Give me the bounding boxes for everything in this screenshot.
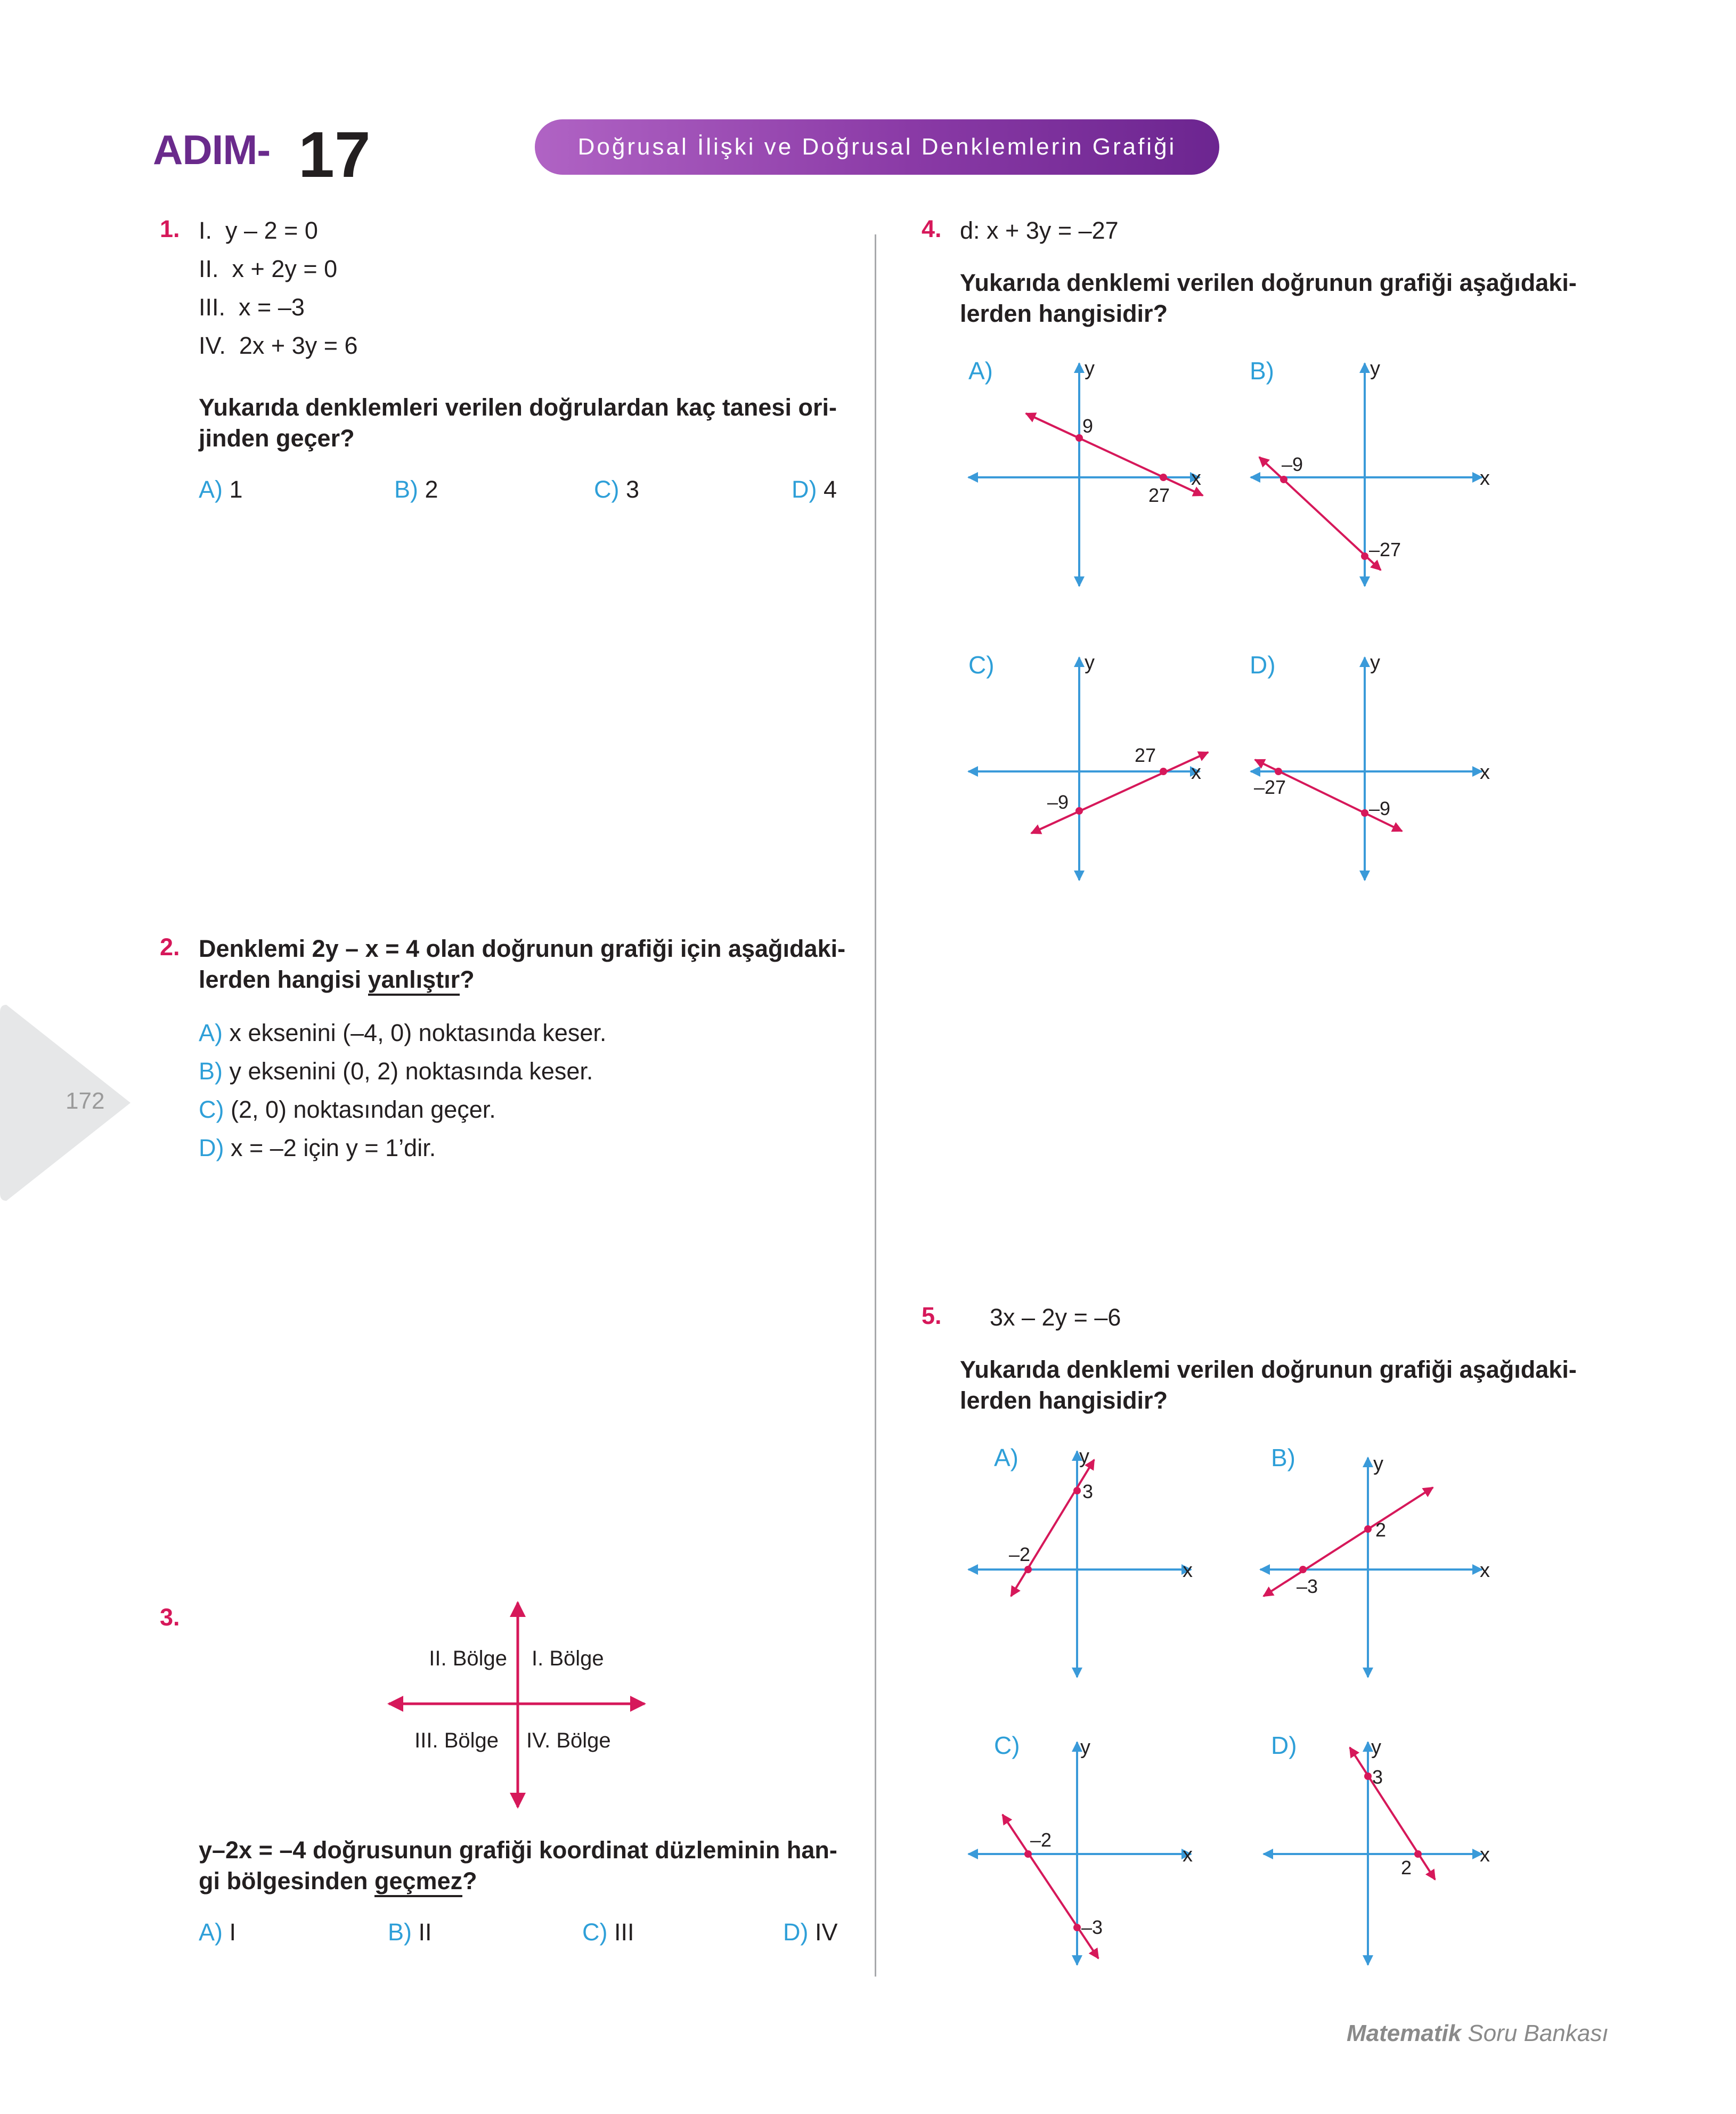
- option-label: A): [199, 1019, 223, 1046]
- x-intercept-label: –2: [1030, 1829, 1052, 1851]
- y-intercept-label: –27: [1369, 539, 1401, 560]
- x-intercept-point: [1160, 474, 1167, 481]
- y-intercept-point: [1364, 1772, 1372, 1780]
- y-intercept-label: –9: [1047, 791, 1069, 813]
- y-intercept-label: 9: [1082, 415, 1094, 437]
- y-axis-label: y: [1080, 1736, 1090, 1759]
- roman-numeral: II.: [199, 255, 219, 282]
- step-label: ADIM-: [153, 126, 271, 173]
- q2-option-d[interactable]: [199, 1133, 436, 1164]
- option-label: C): [994, 1731, 1020, 1759]
- x-axis-label: x: [1480, 467, 1490, 490]
- y-intercept-point: [1075, 434, 1083, 442]
- equation: x + 2y = 0: [232, 255, 338, 282]
- q1-number: 1.: [160, 215, 180, 242]
- x-axis-label: x: [1480, 761, 1490, 784]
- q2-stem-line1: Denklemi 2y – x = 4 olan doğrunun grafiği için aşağıdaki-: [199, 935, 846, 962]
- option-label: A): [968, 357, 993, 385]
- option-label: D): [792, 476, 817, 503]
- graph-line: [1259, 457, 1381, 570]
- q1-option-c[interactable]: [594, 474, 639, 505]
- topic-banner: [535, 119, 1219, 175]
- q3-stem-line2: [199, 1866, 477, 1897]
- quadrant-4-label: IV. Bölge: [526, 1729, 611, 1752]
- option-text: y eksenini (0, 2) noktasında keser.: [229, 1058, 593, 1085]
- topic-title: Doğrusal İlişki ve Doğrusal Denklemlerin Grafiği: [577, 134, 1177, 160]
- equation: 2x + 3y = 6: [239, 332, 358, 359]
- stem-text: ?: [460, 966, 475, 993]
- y-intercept-label: 3: [1372, 1766, 1383, 1788]
- q5-number: 5.: [922, 1302, 942, 1329]
- emphasis-word: yanlıştır: [368, 966, 460, 996]
- q3-option-b[interactable]: [388, 1917, 432, 1948]
- x-intercept-point: [1414, 1850, 1422, 1858]
- q2-option-c[interactable]: [199, 1094, 496, 1125]
- q1-option-d[interactable]: [792, 474, 837, 505]
- q1-item-3: [199, 292, 305, 323]
- option-text: I: [229, 1918, 237, 1946]
- q2-number: 2.: [160, 933, 180, 961]
- option-text: x = –2 için y = 1’dir.: [231, 1134, 436, 1161]
- graph-line: [1026, 413, 1203, 495]
- y-axis-label: y: [1079, 1445, 1089, 1468]
- q5-stem-line1: Yukarıda denklemi verilen doğrunun grafiği aşağıdaki-: [960, 1356, 1577, 1383]
- step-number: 17: [298, 118, 371, 191]
- q2-option-b[interactable]: [199, 1056, 593, 1087]
- q4-number: 4.: [922, 215, 942, 242]
- x-intercept-label: –27: [1254, 776, 1286, 798]
- option-label: C): [582, 1918, 608, 1946]
- x-axis-label: x: [1480, 1559, 1490, 1582]
- x-intercept-label: 27: [1148, 484, 1170, 506]
- y-intercept-point: [1073, 1487, 1081, 1494]
- y-intercept-point: [1364, 1525, 1372, 1533]
- y-intercept-point: [1073, 1924, 1081, 1931]
- option-label: B): [394, 476, 418, 503]
- q1-item-4: [199, 330, 358, 361]
- option-label: B): [1250, 357, 1274, 385]
- option-text: 1: [229, 476, 243, 503]
- option-label: D): [199, 1134, 224, 1161]
- y-axis-label: y: [1085, 357, 1095, 380]
- q3-number: 3.: [160, 1604, 180, 1631]
- x-intercept-point: [1160, 768, 1167, 775]
- y-intercept-label: 2: [1375, 1519, 1387, 1541]
- page-number: 172: [66, 1088, 105, 1114]
- x-intercept-point: [1299, 1566, 1307, 1573]
- option-label: C): [594, 476, 620, 503]
- q4-graph-b[interactable]: [1241, 352, 1518, 597]
- q1-stem-line2: jinden geçer?: [199, 425, 355, 452]
- y-intercept-label: –9: [1369, 798, 1391, 819]
- q4-stem-line2: lerden hangisidir?: [960, 300, 1168, 327]
- graph-line: [1011, 1460, 1094, 1596]
- option-label: A): [199, 1918, 223, 1946]
- option-label: D): [1271, 1731, 1297, 1759]
- quadrant-2-label: II. Bölge: [429, 1647, 507, 1670]
- x-axis-label: x: [1183, 1559, 1193, 1582]
- x-axis-label: x: [1183, 1844, 1193, 1866]
- x-intercept-point: [1280, 476, 1287, 483]
- x-intercept-label: 2: [1401, 1857, 1412, 1879]
- option-label: C): [199, 1096, 224, 1123]
- y-intercept-label: 3: [1082, 1481, 1094, 1502]
- q5-graph-d[interactable]: [1241, 1726, 1518, 1971]
- x-intercept-point: [1275, 768, 1282, 775]
- q4-graph-a[interactable]: [959, 352, 1236, 597]
- x-intercept-label: –3: [1297, 1575, 1318, 1597]
- y-axis-label: y: [1370, 357, 1380, 380]
- x-intercept-point: [1024, 1850, 1032, 1858]
- option-label: A): [199, 476, 223, 503]
- quadrant-1-label: I. Bölge: [532, 1647, 604, 1670]
- q3-option-d[interactable]: [783, 1917, 838, 1948]
- roman-numeral: I.: [199, 217, 213, 244]
- option-text: II: [418, 1918, 432, 1946]
- emphasis-word: geçmez: [374, 1867, 462, 1897]
- q5-stem-line2: lerden hangisidir?: [960, 1387, 1168, 1414]
- y-axis-label: y: [1370, 652, 1380, 674]
- option-text: III: [614, 1918, 634, 1946]
- x-intercept-label: 27: [1135, 744, 1156, 766]
- option-text: (2, 0) noktasından geçer.: [231, 1096, 496, 1123]
- q1-stem-line1: Yukarıda denklemleri verilen doğrulardan kaç tanesi ori-: [199, 394, 837, 421]
- q4-equation: d: x + 3y = –27: [960, 217, 1119, 244]
- quadrant-3-label: III. Bölge: [414, 1729, 499, 1752]
- option-text: IV: [815, 1918, 838, 1946]
- stem-text: gi bölgesinden: [199, 1867, 375, 1895]
- graph-line: [1350, 1747, 1435, 1880]
- y-axis-label: y: [1371, 1736, 1381, 1759]
- q1-option-b[interactable]: [394, 474, 438, 505]
- option-label: D): [1250, 651, 1276, 679]
- x-intercept-point: [1024, 1566, 1032, 1573]
- x-axis-label: x: [1191, 467, 1201, 490]
- q5-graph-b[interactable]: [1241, 1438, 1518, 1684]
- y-intercept-label: –3: [1081, 1916, 1103, 1938]
- x-axis-label: x: [1191, 761, 1201, 784]
- stem-text: ?: [462, 1867, 477, 1895]
- option-text: 3: [626, 476, 640, 503]
- q2-option-a[interactable]: [199, 1018, 606, 1048]
- q1-item-1: [199, 215, 318, 246]
- q5-equation: 3x – 2y = –6: [990, 1304, 1121, 1331]
- option-label: B): [1271, 1444, 1295, 1471]
- x-intercept-label: –9: [1282, 453, 1303, 475]
- x-intercept-label: –2: [1009, 1543, 1031, 1565]
- q1-option-a[interactable]: [199, 474, 243, 505]
- q3-stem-line1: y–2x = –4 doğrusunun grafiği koordinat düzleminin han-: [199, 1836, 837, 1864]
- q3-option-a[interactable]: [199, 1917, 236, 1948]
- option-label: D): [783, 1918, 809, 1946]
- q4-graph-c[interactable]: [959, 646, 1236, 891]
- option-label: B): [199, 1058, 223, 1085]
- option-text: 4: [824, 476, 837, 503]
- y-intercept-point: [1361, 552, 1368, 560]
- roman-numeral: IV.: [199, 332, 226, 359]
- column-divider: [875, 234, 876, 1977]
- q5-graph-a[interactable]: [959, 1438, 1236, 1684]
- q3-option-c[interactable]: [582, 1917, 634, 1948]
- option-text: 2: [425, 476, 438, 503]
- graph-line: [1264, 1487, 1433, 1596]
- x-axis-label: x: [1480, 1844, 1490, 1866]
- roman-numeral: III.: [199, 294, 226, 321]
- option-label: A): [994, 1444, 1018, 1471]
- option-text: x eksenini (–4, 0) noktasında keser.: [229, 1019, 607, 1046]
- option-label: B): [388, 1918, 412, 1946]
- option-label: C): [968, 651, 995, 679]
- q4-stem-line1: Yukarıda denklemi verilen doğrunun grafiği aşağıdaki-: [960, 269, 1577, 296]
- quadrant-diagram: [373, 1593, 671, 1817]
- y-axis-label: y: [1085, 652, 1095, 674]
- y-intercept-point: [1361, 809, 1368, 817]
- q1-item-2: [199, 254, 337, 284]
- equation: y – 2 = 0: [225, 217, 318, 244]
- q2-stem-line2: [199, 964, 475, 995]
- equation: x = –3: [239, 294, 305, 321]
- y-axis-label: y: [1373, 1453, 1383, 1475]
- footer-subject: Matematik: [1347, 2020, 1462, 2046]
- footer-book: Soru Bankası: [1468, 2020, 1609, 2046]
- y-intercept-point: [1075, 807, 1083, 815]
- q4-graph-d[interactable]: [1241, 646, 1518, 891]
- q5-graph-c[interactable]: [959, 1726, 1236, 1971]
- footer-brand: [1347, 2020, 1609, 2047]
- stem-text: lerden hangisi: [199, 966, 368, 993]
